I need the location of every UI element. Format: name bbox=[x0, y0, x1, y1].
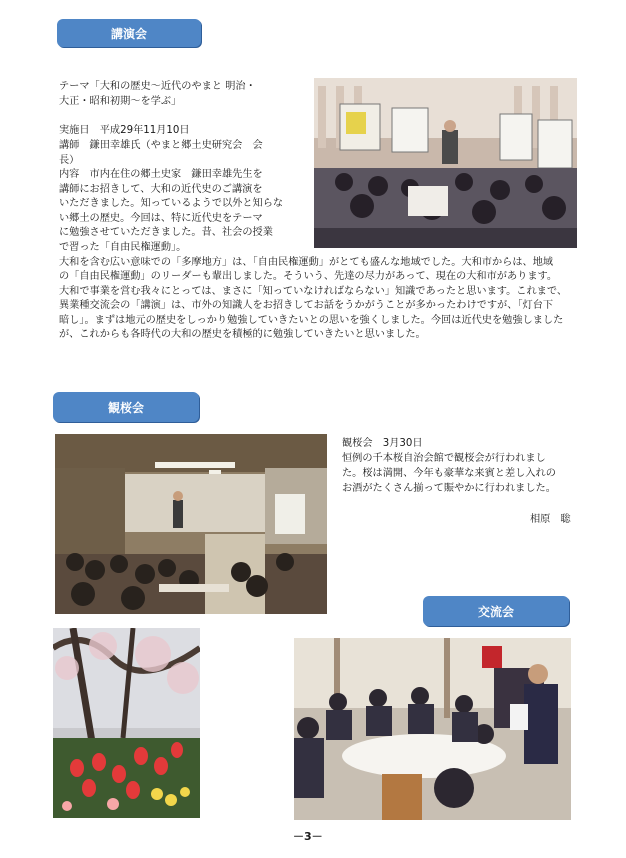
lecture-date: 実施日 平成29年11月10日 bbox=[59, 125, 190, 136]
cherry-body-line: た。桜は満開、今年も豪華な来賓と差し入れの bbox=[342, 468, 556, 479]
lecture-body-line: いただきました。知っているようで以外と知らな bbox=[59, 198, 284, 209]
cherry-body-line: お酒がたくさん揃って賑やかに行われました。 bbox=[342, 483, 556, 494]
lecture-body-line: い郷土の歴史。今回は、特に近代史をテーマ bbox=[59, 213, 263, 224]
exchange-heading: 交流会 bbox=[423, 596, 569, 626]
cherry-title: 観桜会 3月30日 bbox=[342, 438, 423, 449]
lecture-photo bbox=[314, 78, 577, 248]
cherry-body-line: 恒例の千本桜自治会館で観桜会が行われまし bbox=[342, 453, 546, 464]
lecture-heading: 講演会 bbox=[57, 19, 201, 47]
lecture-wide-line: 大和を含む広い意味での「多摩地方」は、「自由民権運動」がとても盛んな地域でした。大和市からは、地域 bbox=[59, 257, 554, 268]
tulip-photo bbox=[53, 628, 200, 818]
lecture-wide-line: 異業種交流会の「講演」は、市外の知識人をお招きしてお話をうかがうことが多かったわけですが、「灯台下 bbox=[59, 300, 554, 311]
lecture-body-line: 内容 市内在住の郷土史家 鎌田幸雄先生を bbox=[59, 169, 263, 180]
cherry-heading: 観桜会 bbox=[53, 392, 199, 422]
lecture-wide-line: 暗し」。まずは地元の歴史をしっかり勉強していきたいとの思いを強くしました。今回は近代史を勉強しました bbox=[59, 315, 564, 326]
cherry-author: 相原 聡 bbox=[530, 514, 571, 525]
lecture-body-line: に勉強させていただきました。昔、社会の授業 bbox=[59, 227, 273, 238]
cherry-party-photo bbox=[55, 434, 327, 614]
lecture-lecturer-line1: 講師 鎌田幸雄氏（やまと郷土史研究会 会 bbox=[59, 140, 263, 151]
exchange-photo bbox=[294, 638, 571, 820]
lecture-body-line: 講師にお招きして、大和の近代史のご講演を bbox=[59, 184, 263, 195]
page-number: －3－ bbox=[293, 830, 323, 843]
lecture-wide-line: の「自由民権運動」のリーダーも輩出しました。そういう、先達の尽力があって、現在の大和市があります。 bbox=[59, 271, 558, 282]
lecture-theme-line2: 大正・昭和初期～を学ぶ」 bbox=[59, 96, 182, 107]
lecture-body-line: で習った「自由民権運動」。 bbox=[59, 242, 187, 253]
lecture-lecturer-line2: 長） bbox=[59, 155, 80, 166]
lecture-theme-line1: テーマ「大和の歴史～近代のやまと 明治・ bbox=[59, 81, 256, 92]
lecture-wide-line: が、これからも各時代の大和の歴史を積極的に勉強していきたいと思いました。 bbox=[59, 329, 426, 340]
lecture-wide-line: 大和で事業を営む我々にとっては、まさに「知っていなければならない」知識であったと思います。これまで、 bbox=[59, 286, 568, 297]
